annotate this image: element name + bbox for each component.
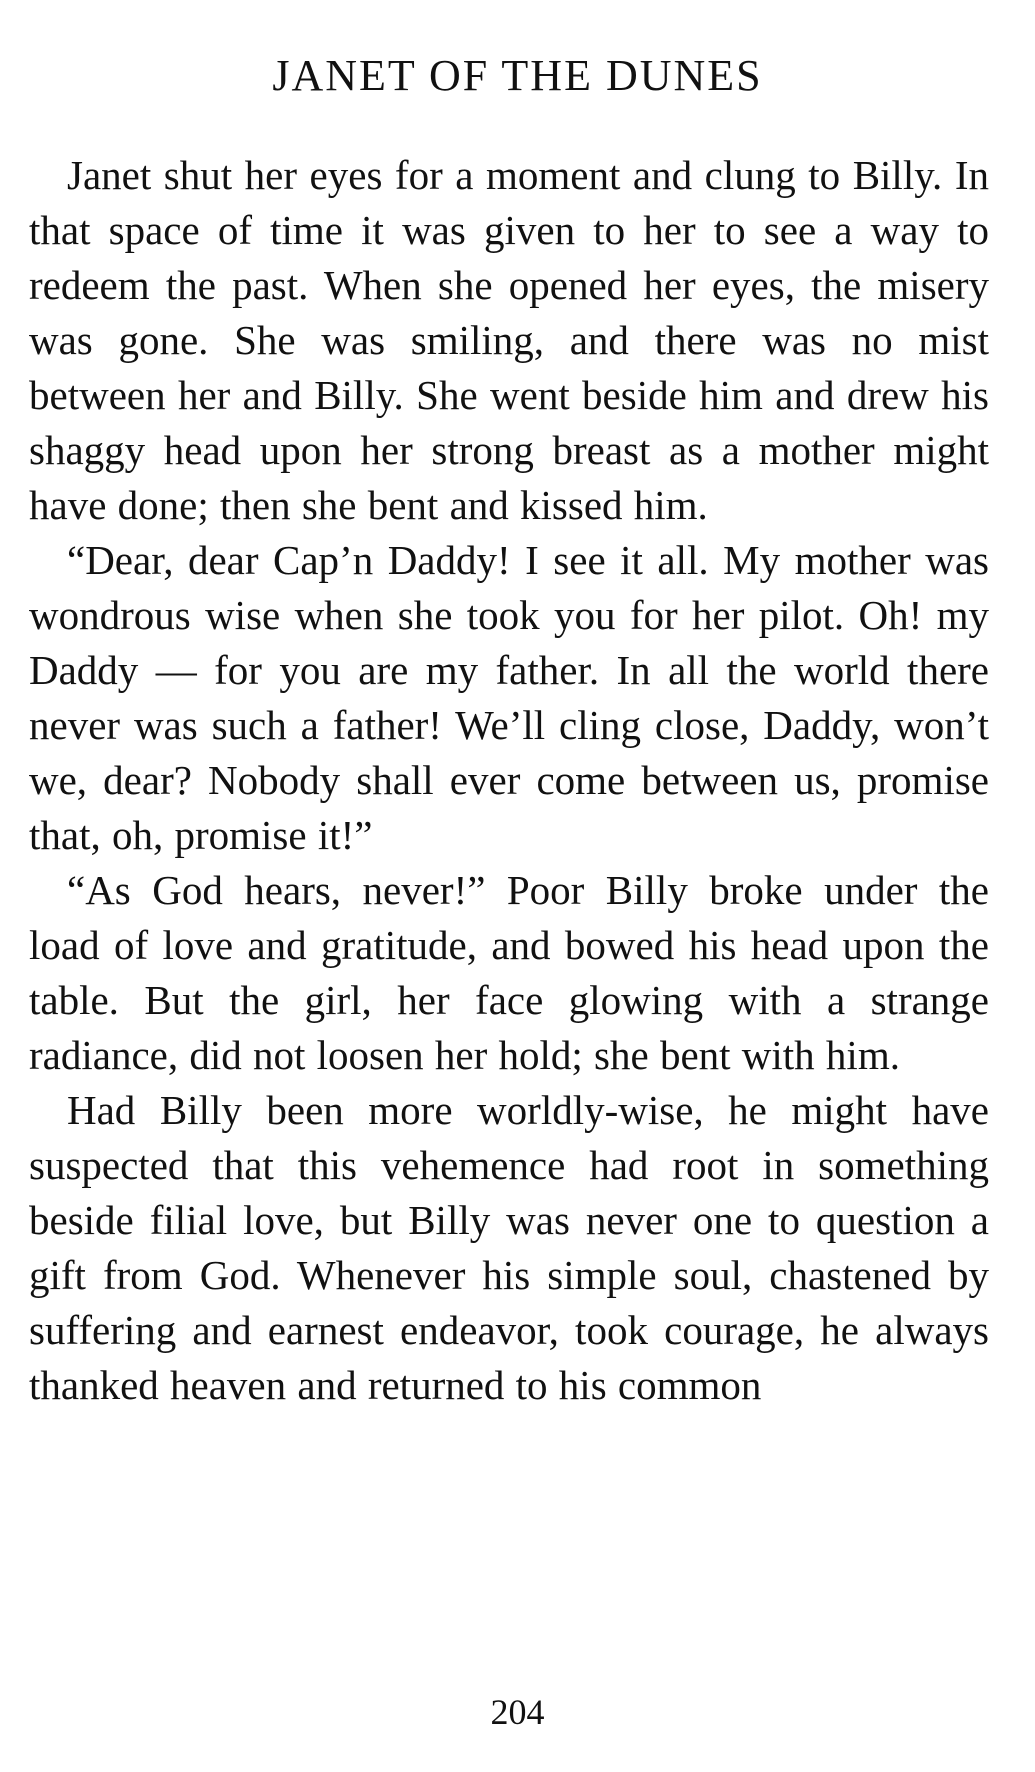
paragraph: “Dear, dear Cap’n Daddy! I see it all. My mother was wondrous wise when she took you for her pilot. Oh! my Daddy — for you are my father. In all the world there never was such a father! We’ll cling close, Daddy, won’t we, dear? Nobody shall ever come between us, promise that, oh, promise it!” <box>29 537 989 858</box>
paragraph: Janet shut her eyes for a moment and clung to Billy. In that space of time it was given to her to see a way to redeem the past. When she opened her eyes, the misery was gone. She was smiling, and there was no mist between her and Billy. She went beside him and drew his shaggy head upon her strong breast as a mother might have done; then she bent and kissed him. <box>29 152 989 528</box>
page-number: 204 <box>490 1692 545 1732</box>
running-title: JANET OF THE DUNES <box>272 51 763 100</box>
body-text <box>29 148 989 1413</box>
paragraph: “As God hears, never!” Poor Billy broke under the load of love and gratitude, and bowed his head upon the table. But the girl, her face glowing with a strange radiance, did not loosen her hold; she bent with him. <box>29 867 989 1078</box>
paragraph: Had Billy been more worldly-wise, he might have suspected that this vehemence had root in something beside filial love, but Billy was never one to question a gift from God. Whenever his simple soul, chastened by suffering and earnest endeavor, took courage, he always thanked heaven and returned to his common <box>29 1087 989 1408</box>
